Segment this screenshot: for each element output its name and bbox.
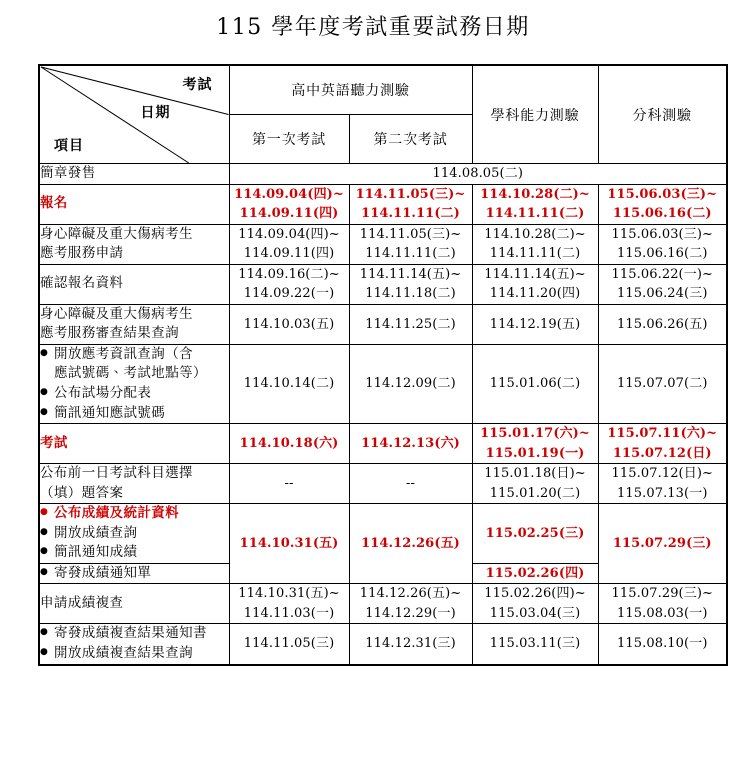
table-row xyxy=(39,584,727,624)
item-cell xyxy=(39,344,229,423)
item-label-line: 確認報名資料 xyxy=(40,275,124,292)
value-cell xyxy=(472,224,598,264)
header-ability-test: 學科能力測驗 xyxy=(472,65,598,164)
value-cell xyxy=(229,344,349,423)
value-line: 114.10.03(五) xyxy=(243,316,335,332)
value-cell xyxy=(349,224,472,264)
item-cell xyxy=(39,424,229,464)
value-line: 115.01.06(二) xyxy=(489,376,581,392)
value-cell xyxy=(349,624,472,665)
value-cell xyxy=(229,304,349,344)
value-cell xyxy=(598,264,727,304)
item-bullet: ● 公布成績及統計資料 xyxy=(40,504,229,524)
value-line: 114.12.13(六) xyxy=(361,435,460,451)
value-line: 115.01.20(二) xyxy=(489,485,581,501)
table-row xyxy=(39,344,727,423)
value-line: 115.02.26(四) xyxy=(485,565,585,581)
value-cell xyxy=(229,264,349,304)
value-line: -- xyxy=(284,475,294,491)
item-label-line: 報名 xyxy=(40,195,68,212)
item-bullet-list xyxy=(40,345,229,423)
value-cell xyxy=(598,464,727,504)
table-row xyxy=(39,424,727,464)
item-bullet: ● 開放應考資訊查詢（含 xyxy=(40,345,229,365)
value-line: 115.06.22(一)~ xyxy=(611,266,713,282)
value-line: 114.11.25(二) xyxy=(365,316,456,332)
value-cell xyxy=(598,624,727,665)
table-row xyxy=(39,464,727,504)
value-cell xyxy=(349,584,472,624)
table-row xyxy=(39,304,727,344)
value-line: 115.08.10(一) xyxy=(616,636,708,652)
value-line: 114.12.19(五) xyxy=(489,316,581,332)
header-corner-cell xyxy=(39,65,229,164)
value-line: 114.12.26(五) xyxy=(361,536,460,552)
value-line: -- xyxy=(406,475,415,491)
value-line: 114.11.14(五)~ xyxy=(484,266,586,282)
value-line: 114.11.11(二) xyxy=(485,206,585,222)
value-cell xyxy=(472,184,598,224)
header-exam-first: 第一次考試 xyxy=(229,115,349,164)
item-bullet: ● 簡訊通知應試號碼 xyxy=(40,404,229,424)
item-bullet: ● 開放成績複查結果查詢 xyxy=(40,644,229,664)
value-cell xyxy=(229,504,349,584)
value-line: 114.11.05(三) xyxy=(243,636,335,652)
value-cell xyxy=(598,184,727,224)
value-cell xyxy=(598,304,727,344)
value-line: 114.11.05(三)~ xyxy=(359,226,462,242)
value-cell xyxy=(598,584,727,624)
value-cell xyxy=(472,264,598,304)
value-cell xyxy=(472,624,598,665)
value-cell xyxy=(598,504,727,584)
header-group-listening: 高中英語聽力測驗 xyxy=(229,65,472,115)
value-cell xyxy=(472,344,598,423)
value-cell xyxy=(229,184,349,224)
item-label-line: 應考服務申請 xyxy=(40,245,124,262)
item-cell xyxy=(39,504,229,564)
value-line: 114.10.28(二)~ xyxy=(484,226,586,242)
value-line: 115.06.24(三) xyxy=(616,286,708,302)
item-cell xyxy=(39,624,229,665)
item-cell xyxy=(39,563,229,584)
table-row xyxy=(39,224,727,264)
item-label-line: 身心障礙及重大傷病考生 xyxy=(40,225,193,242)
value-line: 115.06.03(三)~ xyxy=(607,186,718,202)
header-exam-second: 第二次考試 xyxy=(349,115,472,164)
table-row xyxy=(39,184,727,224)
value-cell xyxy=(349,184,472,224)
value-cell xyxy=(229,424,349,464)
item-cell xyxy=(39,304,229,344)
value-line: 114.11.18(二) xyxy=(365,286,456,302)
value-cell xyxy=(472,304,598,344)
value-line: 115.02.25(三) xyxy=(485,525,585,541)
value-line: 114.09.11(四) xyxy=(243,246,335,262)
value-line: 115.07.13(一) xyxy=(616,485,708,501)
page-title: 115 學年度考試重要試務日期 xyxy=(216,15,530,40)
value-line: 114.09.22(一) xyxy=(243,286,335,302)
value-line: 115.06.26(五) xyxy=(616,316,708,332)
value-cell xyxy=(229,224,349,264)
value-line: 114.12.26(五)~ xyxy=(359,586,462,602)
value-cell xyxy=(229,584,349,624)
value-cell xyxy=(349,264,472,304)
value-line: 115.06.16(二) xyxy=(616,246,708,262)
value-cell xyxy=(598,344,727,423)
corner-label-date: 日期 xyxy=(140,105,171,121)
item-bullet-list xyxy=(40,624,229,663)
table-row xyxy=(39,264,727,304)
value-line: 114.11.11(二) xyxy=(361,206,460,222)
value-line: 115.01.17(六)~ xyxy=(480,426,590,442)
value-line: 115.06.16(二) xyxy=(612,206,712,222)
value-line: 114.10.31(五)~ xyxy=(238,586,340,602)
item-bullet: 應試號碼、考試地點等） xyxy=(54,365,207,382)
value-line: 114.11.14(五)~ xyxy=(359,266,462,282)
value-line: 114.09.04(四)~ xyxy=(234,186,344,202)
value-line: 115.01.19(一) xyxy=(485,445,585,461)
value-line: 114.11.11(二) xyxy=(489,246,581,262)
value-line: 114.11.03(一) xyxy=(243,605,335,621)
value-line: 114.09.16(二)~ xyxy=(238,266,340,282)
value-line: 115.08.03(一) xyxy=(616,605,708,621)
value-cell xyxy=(598,424,727,464)
item-label-line: 考試 xyxy=(40,434,68,451)
value-cell xyxy=(349,424,472,464)
value-line: 114.11.05(三)~ xyxy=(355,186,466,202)
header-subject-test: 分科測驗 xyxy=(598,65,727,164)
value-cell xyxy=(349,304,472,344)
item-label-line: 應考服務審查結果查詢 xyxy=(40,325,179,342)
item-bullet: ● 簡訊通知成績 xyxy=(40,543,229,563)
value-cell xyxy=(472,584,598,624)
value-cell xyxy=(229,624,349,665)
item-bullet: ● 公布試場分配表 xyxy=(40,384,229,404)
item-bullet: ● 開放成績查詢 xyxy=(40,524,229,544)
value-line: 114.11.20(四) xyxy=(489,286,581,302)
value-cell xyxy=(472,563,598,584)
value-line: 115.02.26(四)~ xyxy=(484,586,586,602)
table-body xyxy=(39,164,727,665)
item-label-line: 簡章發售 xyxy=(40,165,96,181)
value-cell xyxy=(229,464,349,504)
value-cell xyxy=(349,344,472,423)
value-line: 114.12.09(二) xyxy=(365,376,456,392)
value-line: 114.09.04(四)~ xyxy=(238,226,340,242)
value-cell xyxy=(598,224,727,264)
corner-label-item: 項目 xyxy=(54,138,84,154)
value-line: 115.01.18(日)~ xyxy=(484,466,586,482)
schedule-table xyxy=(38,64,728,666)
value-line: 115.03.11(三) xyxy=(489,636,581,652)
value-line: 114.10.28(二)~ xyxy=(480,186,590,202)
table-row xyxy=(39,164,727,185)
item-cell xyxy=(39,264,229,304)
value-cell xyxy=(472,464,598,504)
value-cell xyxy=(349,464,472,504)
item-cell xyxy=(39,164,229,185)
value-cell xyxy=(472,424,598,464)
value-line: 114.08.05(二) xyxy=(432,166,523,182)
value-line: 114.11.11(二) xyxy=(365,246,456,262)
item-label-line: （填）題答案 xyxy=(40,484,124,501)
table-row xyxy=(39,504,727,564)
corner-label-exam: 考試 xyxy=(182,77,213,93)
value-cell xyxy=(229,164,727,185)
value-line: 115.06.03(三)~ xyxy=(611,226,713,242)
value-line: 114.10.14(二) xyxy=(243,376,335,392)
item-label-line: 公布前一日考試科目選擇 xyxy=(40,465,193,482)
table-row xyxy=(39,624,727,665)
item-cell xyxy=(39,464,229,504)
item-bullet-list xyxy=(40,504,229,563)
value-line: 115.07.29(三)~ xyxy=(611,586,713,602)
value-line: 115.07.29(三) xyxy=(612,536,712,552)
item-cell xyxy=(39,584,229,624)
item-bullet-list xyxy=(40,564,229,584)
item-label-line: 身心障礙及重大傷病考生 xyxy=(40,305,193,322)
value-line: 114.10.31(五) xyxy=(239,536,339,552)
item-cell xyxy=(39,184,229,224)
table-header xyxy=(39,65,727,164)
value-line: 114.10.18(六) xyxy=(239,435,339,451)
item-bullet: ● 寄發成績通知單 xyxy=(40,564,229,584)
value-line: 115.03.04(三) xyxy=(489,605,581,621)
value-cell xyxy=(472,504,598,564)
item-label-line: 申請成績複查 xyxy=(40,595,124,612)
value-line: 115.07.12(日) xyxy=(612,445,712,461)
value-line: 115.07.07(二) xyxy=(616,376,708,392)
item-cell xyxy=(39,224,229,264)
schedule-table-wrapper xyxy=(38,64,726,666)
value-line: 115.07.11(六)~ xyxy=(607,426,718,442)
value-line: 114.12.31(三) xyxy=(365,636,456,652)
value-cell xyxy=(349,504,472,584)
value-line: 115.07.12(日)~ xyxy=(611,466,713,482)
value-line: 114.12.29(一) xyxy=(365,605,456,621)
header-row-top xyxy=(39,65,727,115)
item-bullet: ● 寄發成績複查結果通知書 xyxy=(40,624,229,644)
value-line: 114.09.11(四) xyxy=(239,206,339,222)
